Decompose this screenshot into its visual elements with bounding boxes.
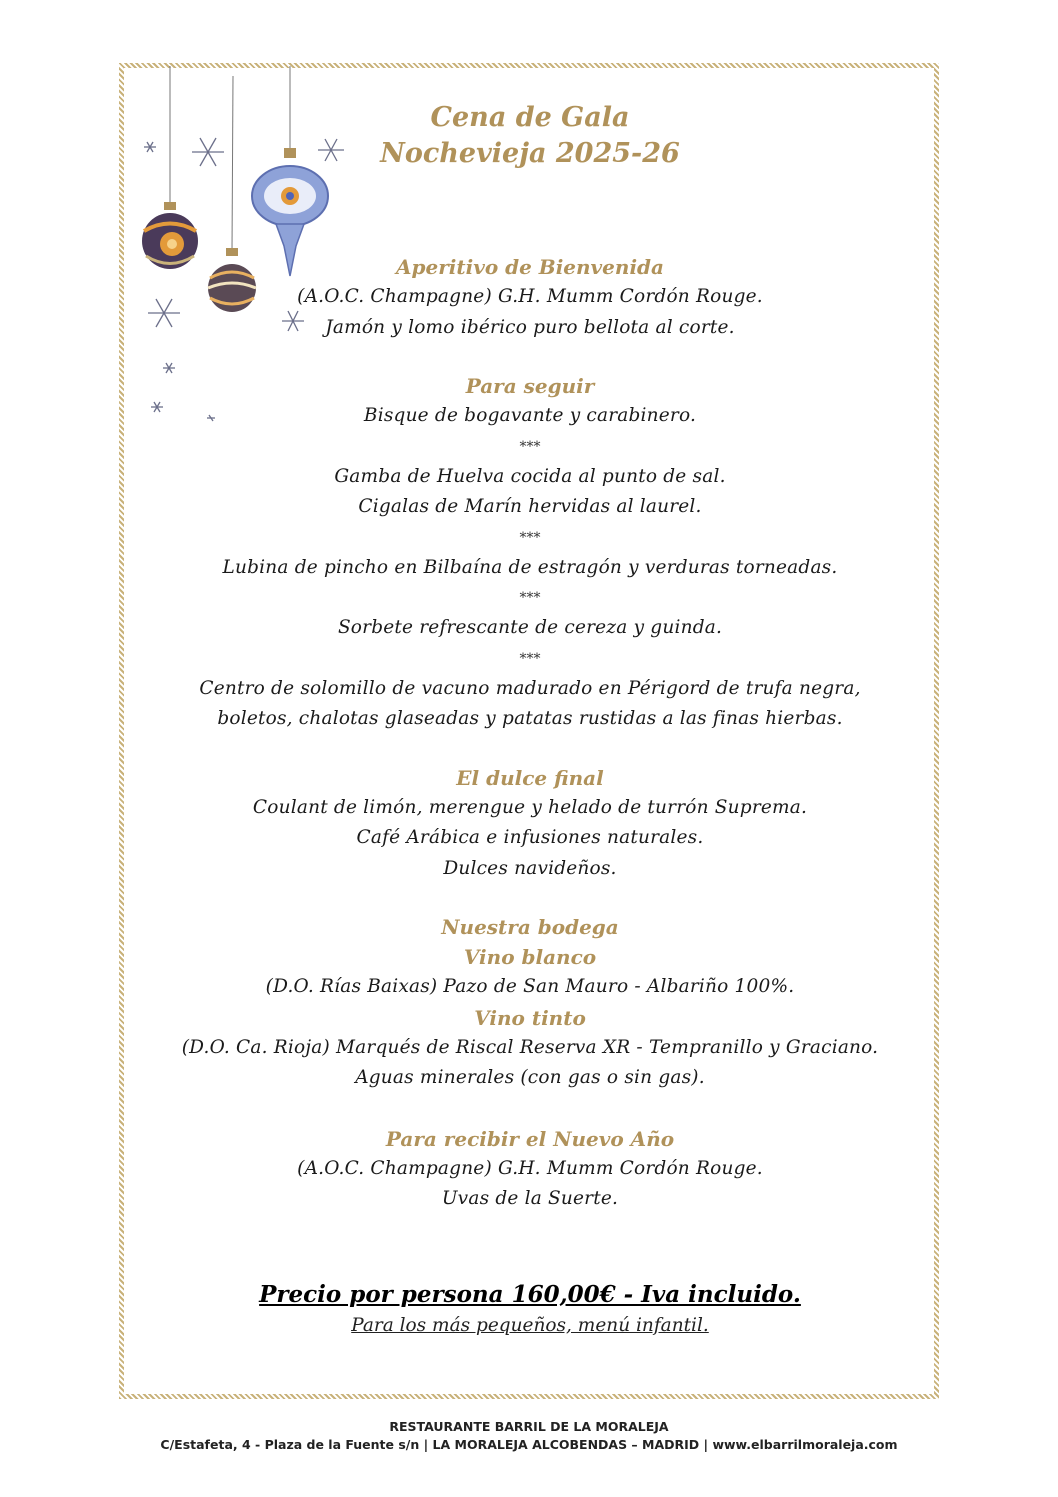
menu-item: Coulant de limón, merengue y helado de turrón Suprema. bbox=[252, 796, 808, 818]
menu-item: Dulces navideños. bbox=[443, 857, 617, 879]
price-line: Precio por persona 160,00€ - Iva incluido. bbox=[259, 1280, 801, 1308]
restaurant-name: RESTAURANTE BARRIL DE LA MORALEJA bbox=[389, 1419, 669, 1434]
section-para-seguir bbox=[150, 371, 910, 735]
menu-item: Lubina de pincho en Bilbaína de estragón y verduras torneadas. bbox=[222, 556, 838, 578]
menu-item: Jamón y lomo ibérico puro bellota al corte. bbox=[325, 316, 735, 338]
separator: *** bbox=[519, 650, 541, 667]
menu-item: (D.O. Rías Baixas) Pazo de San Mauro - Albariño 100%. bbox=[265, 976, 795, 997]
menu-subtitle: Nochevieja 2025-26 bbox=[380, 138, 680, 169]
menu-item: Sorbete refrescante de cereza y guinda. bbox=[337, 617, 723, 638]
menu-item: Cigalas de Marín hervidas al laurel. bbox=[358, 496, 702, 517]
menu-item: Centro de solomillo de vacuno madurado en Périgord de trufa negra, bbox=[199, 677, 861, 699]
menu-item: boletos, chalotas glaseadas y patatas rustidas a las finas hierbas. bbox=[217, 708, 843, 729]
separator: *** bbox=[519, 438, 541, 455]
section-aperitivo bbox=[150, 252, 910, 343]
section-bodega bbox=[150, 912, 910, 1094]
section-nuevo-ano bbox=[150, 1124, 910, 1215]
section-heading: Nuestra bodega bbox=[441, 915, 619, 939]
subsection-heading: Vino blanco bbox=[463, 945, 597, 969]
menu-content bbox=[150, 100, 910, 1341]
menu-item: (A.O.C. Champagne) G.H. Mumm Cordón Rouge. bbox=[297, 286, 763, 307]
section-heading: Para seguir bbox=[465, 374, 595, 398]
menu-item: Bisque de bogavante y carabinero. bbox=[363, 405, 697, 426]
menu-item: (D.O. Ca. Rioja) Marqués de Riscal Reserva XR - Tempranillo y Graciano. bbox=[181, 1036, 879, 1058]
menu-item: Aguas minerales (con gas o sin gas). bbox=[355, 1067, 705, 1088]
menu-item: Gamba de Huelva cocida al punto de sal. bbox=[334, 465, 726, 487]
menu-title: Cena de Gala bbox=[430, 102, 630, 133]
separator: *** bbox=[519, 590, 541, 606]
kids-menu-note: Para los más pequeños, menú infantil. bbox=[351, 1314, 709, 1336]
section-dulce-final bbox=[150, 763, 910, 885]
menu-item: Uvas de la Suerte. bbox=[441, 1188, 619, 1209]
subsection-heading: Vino tinto bbox=[474, 1005, 586, 1030]
footer bbox=[0, 1418, 1058, 1454]
section-heading: El dulce final bbox=[456, 765, 604, 790]
menu-item: (A.O.C. Champagne) G.H. Mumm Cordón Rouge. bbox=[297, 1157, 763, 1179]
section-heading: Aperitivo de Bienvenida bbox=[396, 255, 664, 279]
restaurant-address: C/Estafeta, 4 - Plaza de la Fuente s/n | LA MORALEJA ALCOBENDAS – MADRID | www.elbarrilmoraleja.com bbox=[160, 1437, 898, 1452]
menu-item: Café Arábica e infusiones naturales. bbox=[356, 827, 704, 848]
separator: *** bbox=[519, 529, 541, 546]
section-heading: Para recibir el Nuevo Año bbox=[385, 1126, 675, 1151]
